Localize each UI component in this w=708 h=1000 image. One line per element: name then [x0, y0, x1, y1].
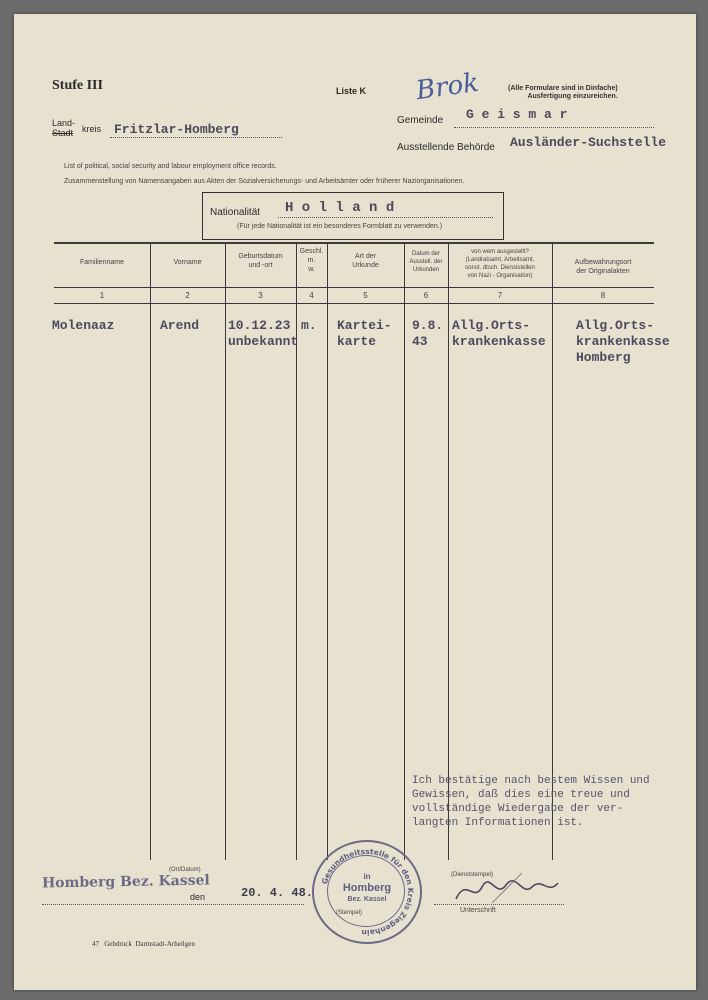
- table-top-border-2: [54, 243, 654, 244]
- nationality-value: H o l l a n d: [285, 200, 395, 216]
- stadt-label: Stadt: [52, 128, 74, 138]
- gemeinde-underline: [454, 127, 654, 128]
- behoerde-label: Ausstellende Behörde: [397, 142, 495, 153]
- column-divider-6: [448, 242, 449, 860]
- column-divider-2: [225, 242, 226, 860]
- kreis-value: Fritzlar-Homberg: [114, 122, 239, 137]
- cell-vorname: Arend: [160, 318, 200, 333]
- certification-text: Ich bestätige nach bestem Wissen und Gewissen, daß dies eine treue und vollständige Wiedergabe der ver- langten Informationen ist.: [412, 775, 650, 829]
- liste-label: Liste K: [336, 86, 367, 96]
- table-header-line: [54, 287, 654, 288]
- nationality-label: Nationalität: [210, 207, 261, 218]
- behoerde-value: Ausländer-Suchstelle: [510, 135, 667, 150]
- ort-datum-label: (Ort/Datum): [169, 867, 201, 873]
- submission-note-line1: (Alle Formulare sind in Dinfache): [508, 85, 618, 92]
- header-geschlecht: Geschl. m. w.: [299, 248, 324, 273]
- stamp-ring-text: Gesundheitsstelle für den Kreis Ziegenhain: [319, 846, 416, 938]
- column-number-6: 6: [423, 291, 429, 300]
- printer-note: 47 Gebdruck Darmstadt-Arheilgen: [92, 940, 195, 948]
- stamp-center-bezirk: Bez. Kassel: [347, 896, 387, 903]
- nationality-underline: [278, 217, 493, 218]
- column-number-3: 3: [258, 291, 263, 300]
- cell-art: Kartei- karte: [337, 318, 392, 349]
- column-divider-1: [150, 242, 151, 860]
- stufe-label: Stufe III: [52, 78, 103, 93]
- column-number-1: 1: [99, 291, 105, 300]
- nationality-box: [202, 192, 504, 240]
- stempel-label: (Stempel): [336, 910, 363, 916]
- submission-note-line2: Ausfertigung einzureichen.: [527, 93, 618, 100]
- column-number-5: 5: [363, 291, 368, 300]
- table-number-line: [54, 303, 654, 304]
- land-label: Land-: [52, 118, 76, 128]
- cell-familienname: Molenaaz: [52, 318, 115, 333]
- header-aufbewahrung: Aufbewahrungsort der Originalakten: [574, 259, 632, 275]
- cell-aufbewahrung: Allg.Orts- krankenkasse Homberg: [576, 318, 670, 365]
- ort-datum-line: [42, 904, 304, 905]
- gemeinde-label: Gemeinde: [397, 115, 444, 126]
- header-art: Art der Urkunde: [352, 253, 379, 269]
- submission-note: [508, 85, 618, 101]
- stamp-center-homberg: Homberg: [342, 882, 392, 894]
- column-divider-7: [552, 242, 553, 860]
- description-english: List of political, social security and labour employment office records.: [64, 163, 277, 170]
- nationality-note: (Für jede Nationalität ist ein besonderes Formblatt zu verwenden.): [237, 223, 443, 230]
- column-number-4: 4: [309, 291, 314, 300]
- column-number-7: 7: [497, 291, 503, 300]
- kreis-label: kreis: [82, 124, 102, 134]
- official-round-stamp: [312, 840, 422, 944]
- date-value: 20. 4. 48.: [241, 886, 314, 900]
- header-familienname: Familienname: [80, 259, 124, 266]
- den-label: den: [190, 892, 206, 902]
- header-geburt: Geburtsdatum und -ort: [238, 253, 283, 269]
- cell-datum: 9.8. 43: [412, 318, 444, 349]
- cell-geschlecht: m.: [301, 318, 317, 333]
- signature-scribble: [452, 869, 562, 909]
- description-german: Zusammenstellung von Namensangaben aus Akten der Sozialversicherungs- und Arbeitsämter oder früherer Naziorganisationen.: [64, 178, 465, 185]
- ort-stamp: Homberg Bez. Kassel: [41, 872, 210, 892]
- handwritten-mark: Brok: [414, 67, 481, 107]
- column-divider-5: [404, 242, 405, 860]
- column-number-8: 8: [600, 291, 606, 300]
- header-vorname: Vorname: [173, 259, 202, 266]
- dienststempel-label: (Dienststempel): [451, 872, 494, 878]
- header-aussteller: von wem ausgestellt? (Landratsamt, Arbeitsamt, sonst. dtsch. Dienststellen von Nazi - Organisation): [465, 249, 535, 279]
- cell-aussteller: Allg.Orts- krankenkasse: [452, 318, 546, 349]
- document-page: [14, 14, 696, 990]
- column-number-2: 2: [185, 291, 190, 300]
- kreis-underline: [110, 137, 282, 138]
- land-stadt-label: [52, 118, 75, 138]
- unterschrift-label: Unterschrift: [460, 907, 496, 914]
- gemeinde-value: G e i s m a r: [466, 107, 568, 122]
- stamp-center-in: in: [363, 872, 371, 881]
- column-divider-4: [327, 242, 328, 860]
- cell-geburt: 10.12.23 unbekannt: [228, 318, 299, 349]
- header-datum: Datum der Ausstell. der Urkunden: [409, 251, 443, 273]
